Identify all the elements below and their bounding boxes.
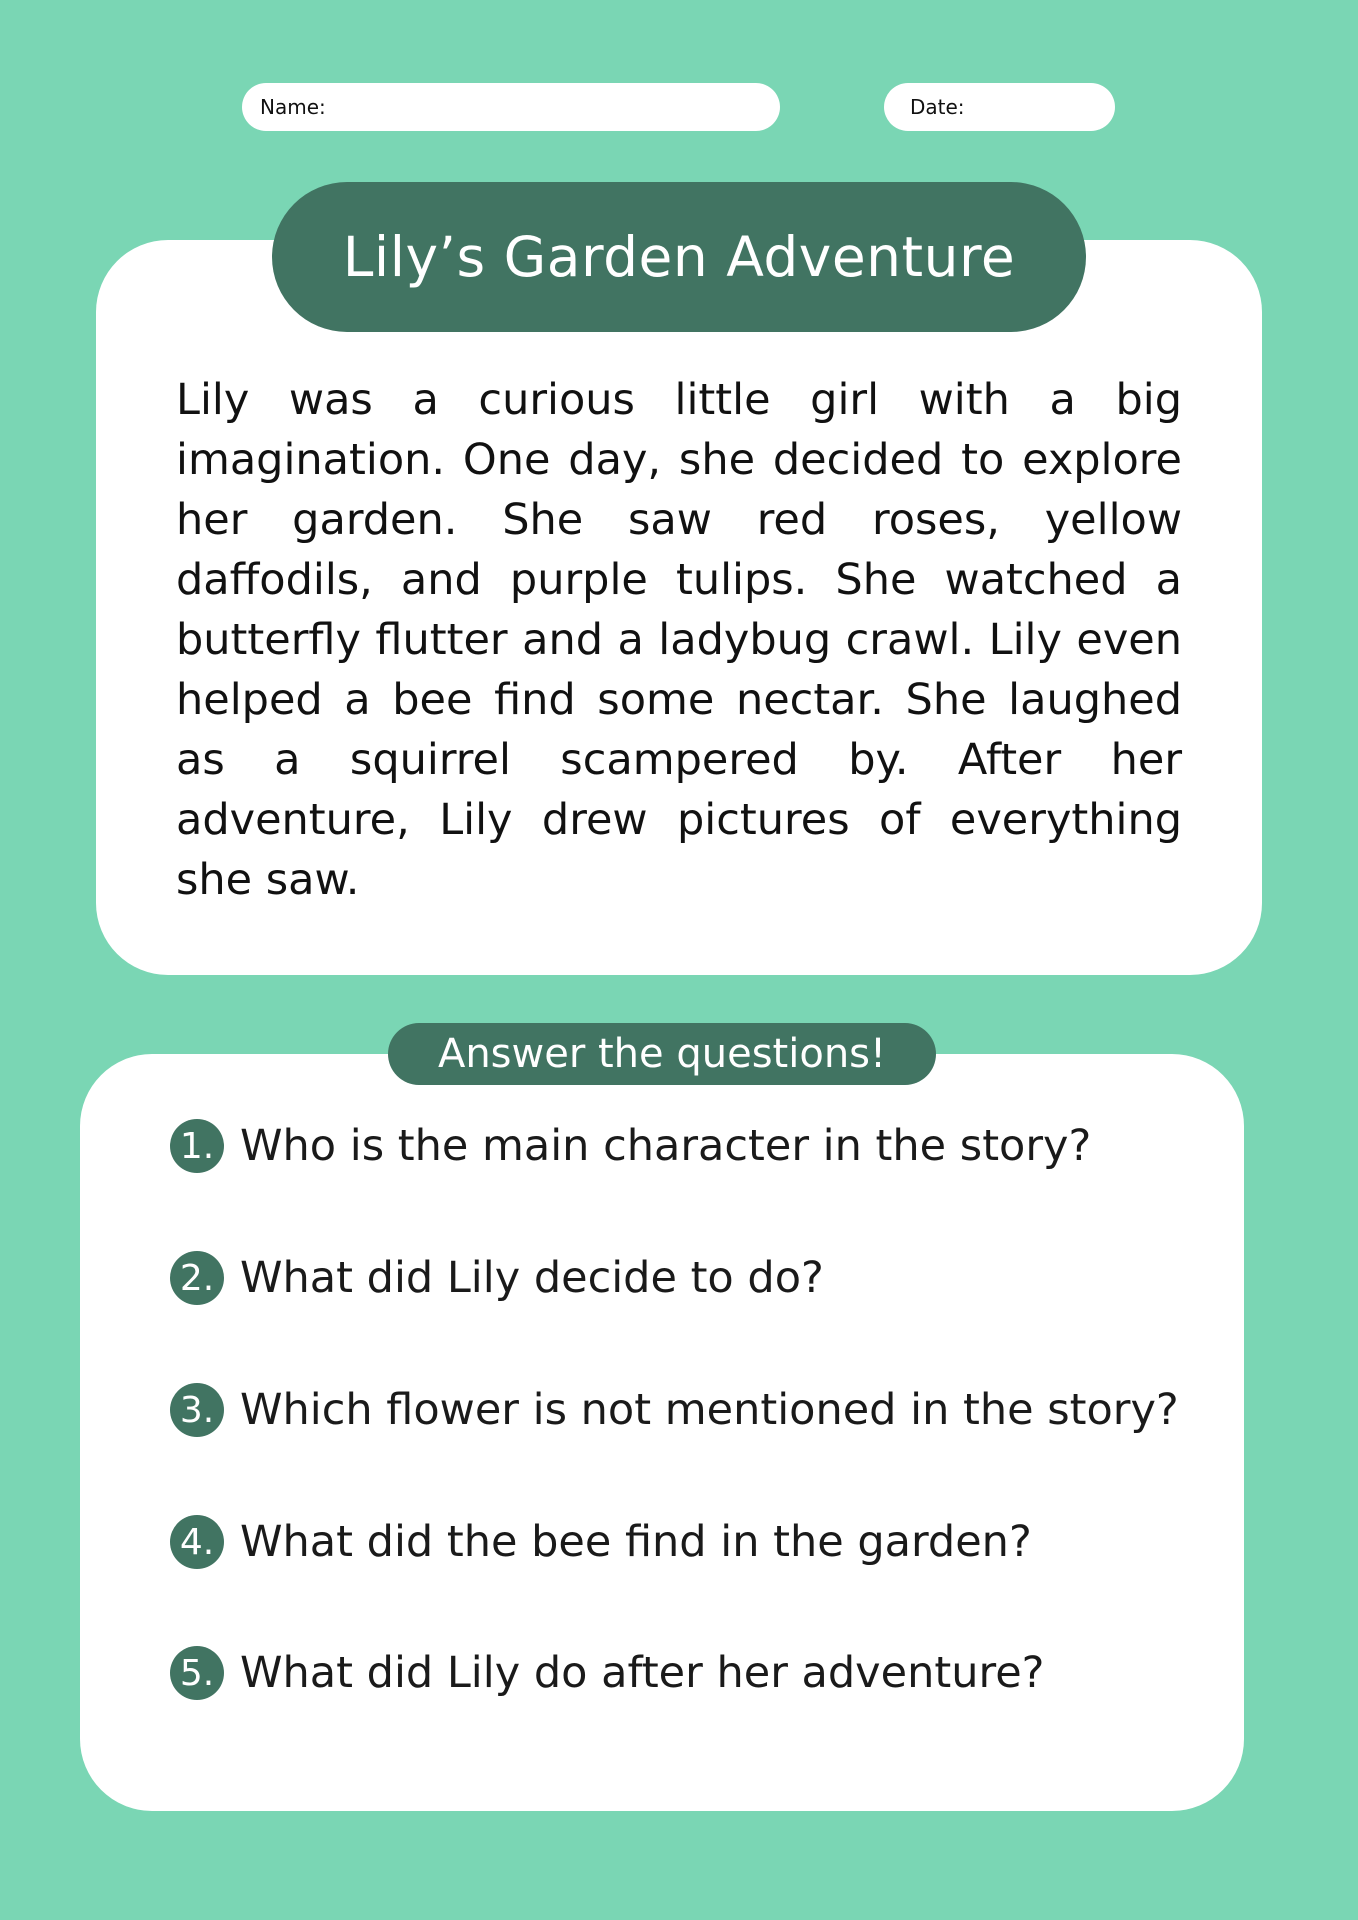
- questions-heading-banner: [388, 1023, 936, 1085]
- title-banner: [272, 182, 1086, 332]
- question-number-badge: 4.: [170, 1515, 224, 1569]
- page-title: Lily’s Garden Adventure: [342, 225, 1016, 289]
- question-number-badge: 1.: [170, 1119, 224, 1173]
- story-text: Lily was a curious little girl with a big imagination. One day, she decided to explore her garden. She saw red roses, yellow daffodils, and purple tulips. She watched a butterfly flutter and a ladybug crawl. Lily even helped a bee find some nectar. She laughed as a squirrel scampered by. After her adventure, Lily drew pictures of everything she saw.: [176, 375, 1182, 905]
- question-text: Who is the main character in the story?: [240, 1121, 1092, 1171]
- question-1: [170, 1116, 1091, 1176]
- question-2: [170, 1248, 824, 1308]
- question-text: Which flower is not mentioned in the story?: [240, 1385, 1179, 1435]
- question-text: What did Lily do after her adventure?: [240, 1648, 1045, 1698]
- question-4: [170, 1512, 1032, 1572]
- question-5: [170, 1643, 1044, 1703]
- questions-heading: Answer the questions!: [437, 1031, 887, 1077]
- question-number-badge: 3.: [170, 1383, 224, 1437]
- name-label: Name:: [260, 95, 326, 119]
- question-3: [170, 1380, 1179, 1440]
- date-field[interactable]: [884, 83, 1115, 131]
- question-number-badge: 5.: [170, 1646, 224, 1700]
- question-text: What did Lily decide to do?: [240, 1253, 824, 1303]
- question-number-badge: 2.: [170, 1251, 224, 1305]
- date-label: Date:: [910, 95, 965, 119]
- question-text: What did the bee find in the garden?: [240, 1517, 1032, 1567]
- name-field[interactable]: [242, 83, 780, 131]
